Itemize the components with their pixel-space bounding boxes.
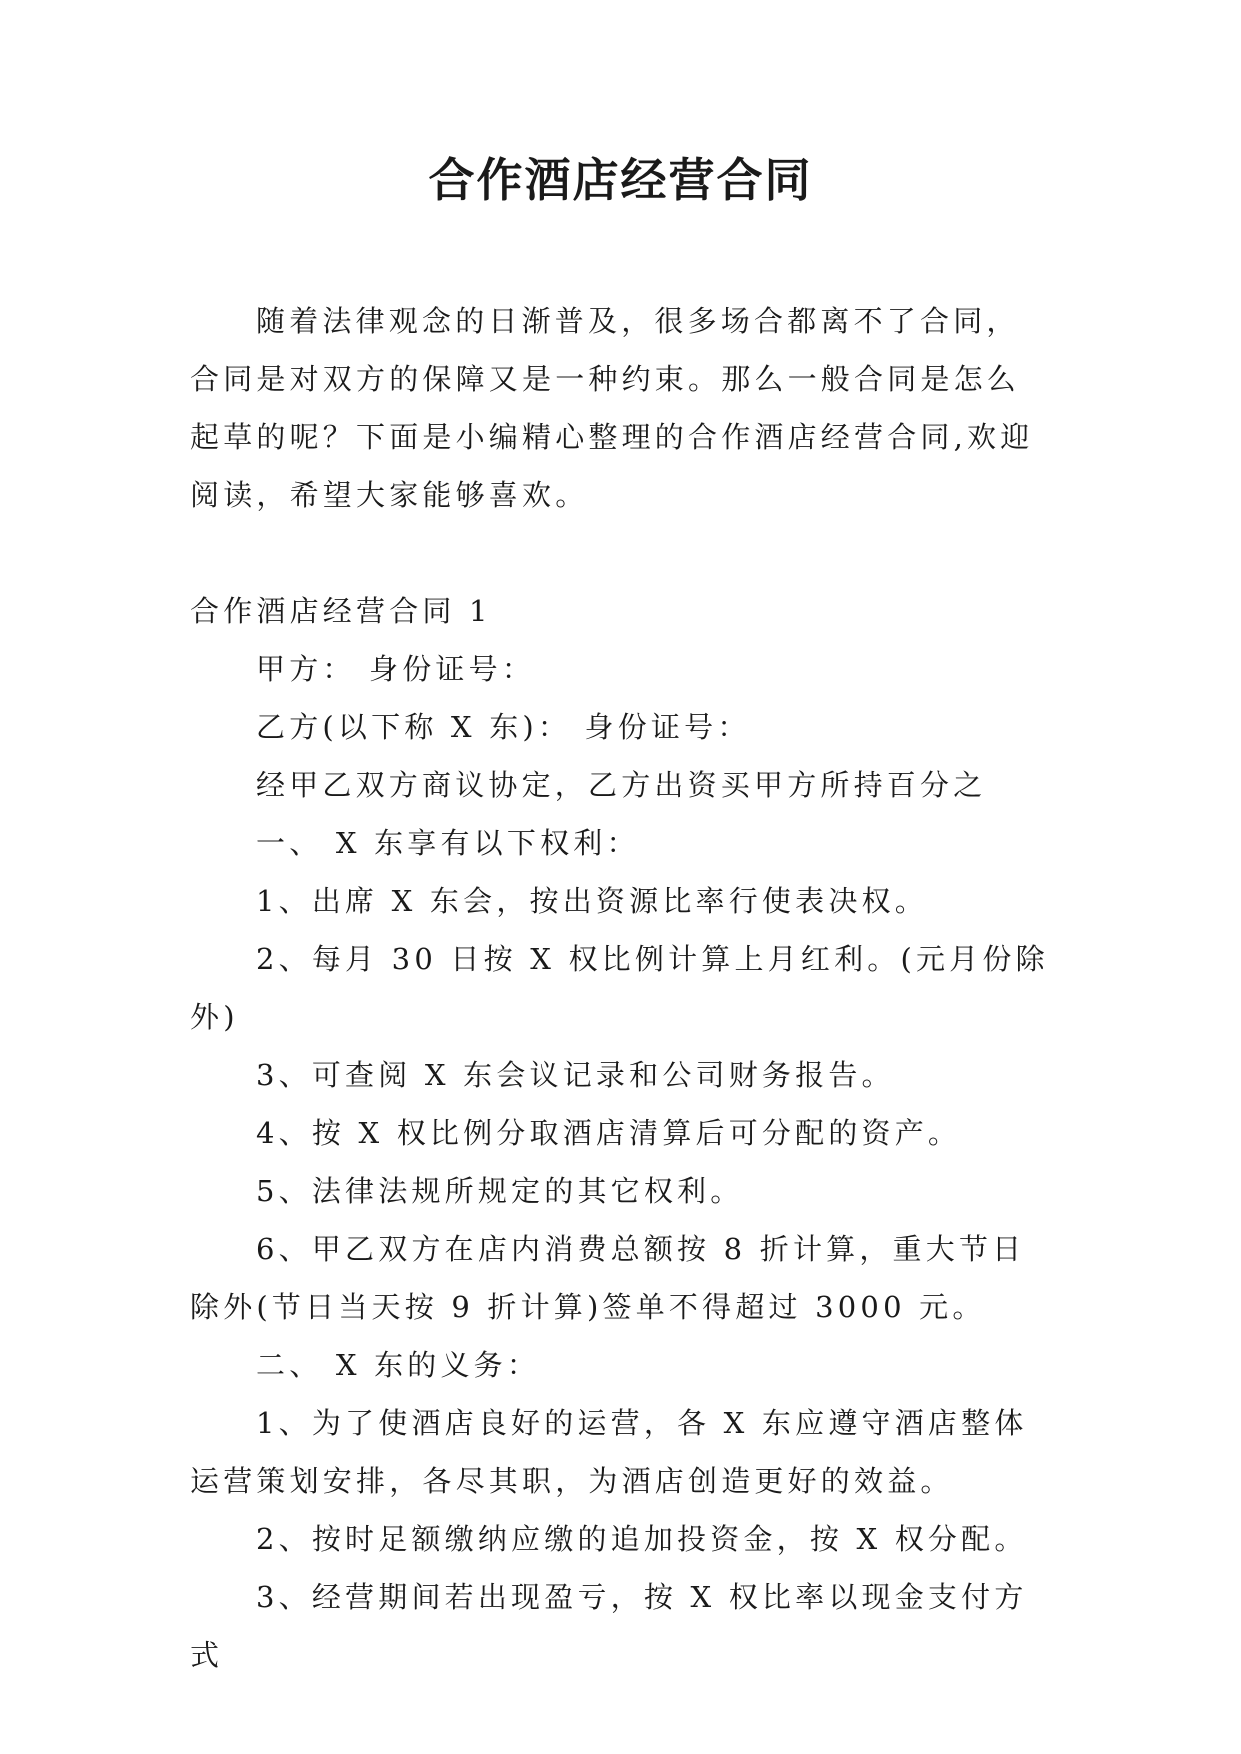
right-item-4: 4、按 X 权比例分取酒店清算后可分配的资产。: [256, 1116, 962, 1150]
obligations-heading: 二、 X 东的义务：: [256, 1348, 541, 1382]
agreement-line: 经甲乙双方商议协定，乙方出资买甲方所持百分之: [256, 768, 987, 802]
party-a-line: 甲方： 身份证号：: [256, 652, 536, 686]
document-body: [190, 292, 1050, 1684]
rights-heading: 一、 X 东享有以下权利：: [256, 826, 640, 860]
right-item-2: 2、每月 30 日按 X 权比例计算上月红利。(元月份除外): [190, 942, 1049, 1034]
party-b-line: 乙方(以下称 X 东)： 身份证号：: [256, 710, 751, 744]
obligation-item-2: 2、按时足额缴纳应缴的追加投资金，按 X 权分配。: [256, 1522, 1028, 1556]
right-item-3: 3、可查阅 X 东会议记录和公司财务报告。: [256, 1058, 895, 1092]
right-item-6: 6、甲乙双方在店内消费总额按 8 折计算，重大节日除外(节日当天按 9 折计算)签单不得超过 3000 元。: [190, 1232, 1026, 1324]
section-title: 合作酒店经营合同 1: [190, 594, 492, 628]
document-title: 合作酒店经营合同: [428, 153, 813, 207]
right-item-5: 5、法律法规所规定的其它权利。: [256, 1174, 744, 1208]
obligation-item-1: 1、为了使酒店良好的运营，各 X 东应遵守酒店整体运营策划安排，各尽其职，为酒店创造更好的效益。: [190, 1406, 1028, 1498]
obligation-item-3: 3、经营期间若出现盈亏，按 X 权比率以现金支付方式: [190, 1580, 1028, 1672]
right-item-1: 1、出席 X 东会，按出资源比率行使表决权。: [256, 884, 928, 918]
intro-paragraph: 随着法律观念的日渐普及，很多场合都离不了合同，合同是对双方的保障又是一种约束。那么一般合同是怎么起草的呢？下面是小编精心整理的合作酒店经营合同,欢迎阅读，希望大家能够喜欢。: [190, 304, 1034, 512]
